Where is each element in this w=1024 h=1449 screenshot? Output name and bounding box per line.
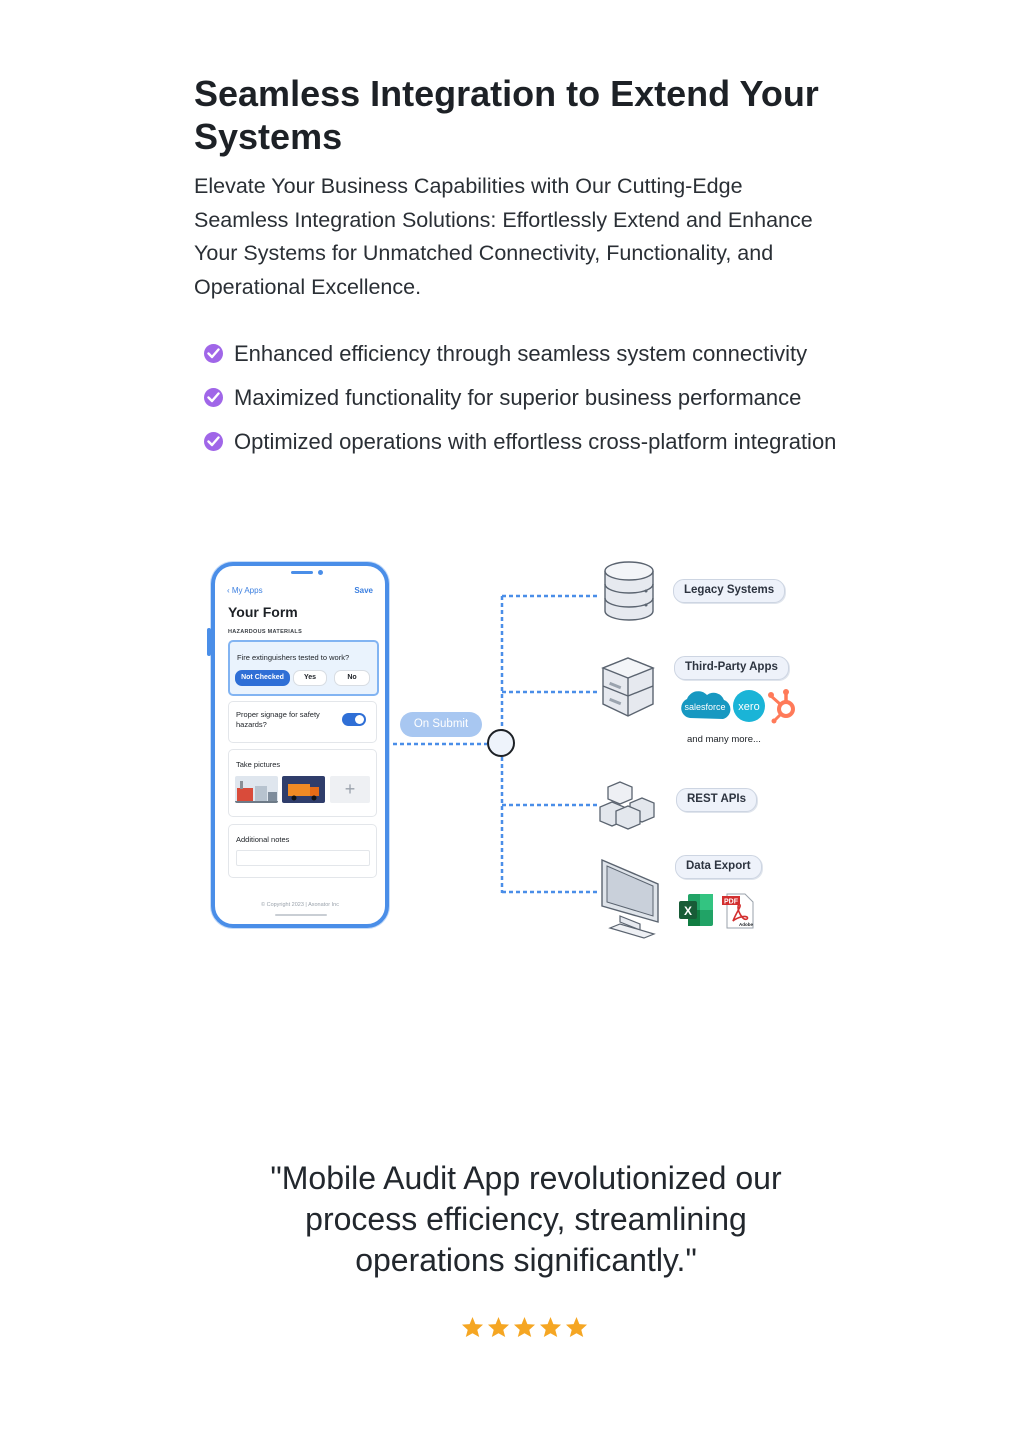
save-button[interactable]: Save bbox=[354, 586, 373, 595]
svg-text:salesforce: salesforce bbox=[684, 702, 726, 712]
svg-text:X: X bbox=[683, 904, 693, 918]
star-icon bbox=[539, 1316, 562, 1338]
star-icon bbox=[513, 1316, 536, 1338]
pictures-card bbox=[228, 749, 377, 817]
star-icon bbox=[487, 1316, 510, 1338]
option-no[interactable]: No bbox=[334, 670, 370, 686]
notes-input[interactable] bbox=[236, 850, 370, 866]
check-circle-icon bbox=[204, 388, 223, 407]
notes-card bbox=[228, 824, 377, 878]
target-rest-apis: REST APIs bbox=[676, 788, 757, 812]
more-integrations-text: and many more... bbox=[687, 734, 761, 745]
benefit-text: Enhanced efficiency through seamless system connectivity bbox=[234, 341, 808, 366]
pictures-label: Take pictures bbox=[236, 760, 281, 769]
xero-logo bbox=[732, 689, 766, 723]
question-text: Fire extinguishers tested to work? bbox=[237, 653, 350, 662]
benefit-item bbox=[204, 336, 864, 371]
database-icon bbox=[602, 561, 656, 623]
target-legacy-systems: Legacy Systems bbox=[673, 579, 785, 603]
star-icon bbox=[565, 1316, 588, 1338]
pdf-icon bbox=[721, 893, 755, 929]
check-circle-icon bbox=[204, 344, 223, 363]
home-indicator bbox=[275, 914, 327, 916]
server-icon bbox=[597, 656, 659, 720]
factory-photo-thumbnail[interactable] bbox=[235, 776, 278, 803]
section-title: Seamless Integration to Extend Your Systems bbox=[194, 73, 819, 157]
question-text: Proper signage for safety hazards? bbox=[236, 710, 320, 729]
section-description: Elevate Your Business Capabilities with Our Cutting-Edge Seamless Integration Solutions: Effortlessly Extend and Enhance Your Systems for Unmatched Connectivity, Functionality, and Operational Excellence. bbox=[194, 174, 813, 299]
benefit-item bbox=[204, 424, 864, 459]
target-third-party-apps: Third-Party Apps bbox=[674, 656, 789, 680]
star-rating bbox=[461, 1316, 591, 1343]
copyright-text: © Copyright 2023 | Axonator Inc bbox=[261, 902, 339, 908]
signage-toggle[interactable] bbox=[342, 713, 366, 726]
benefit-text: Optimized operations with effortless cross-platform integration bbox=[234, 429, 837, 454]
phone-speaker bbox=[291, 571, 313, 574]
monitor-icon bbox=[598, 858, 662, 940]
chevron-left-icon: ‹ bbox=[227, 586, 232, 595]
check-circle-icon bbox=[204, 432, 223, 451]
benefit-item bbox=[204, 380, 864, 415]
integration-hub-node bbox=[487, 729, 515, 757]
phone-camera bbox=[318, 570, 323, 575]
star-icon bbox=[461, 1316, 484, 1338]
hubspot-icon bbox=[767, 688, 801, 724]
benefits-list bbox=[204, 336, 864, 468]
option-yes[interactable]: Yes bbox=[293, 670, 327, 686]
add-picture-button[interactable]: + bbox=[330, 776, 370, 803]
form-title: Your Form bbox=[228, 604, 298, 620]
back-link[interactable]: ‹ My Apps bbox=[227, 586, 263, 595]
question-card-signage[interactable] bbox=[228, 701, 377, 743]
svg-text:xero: xero bbox=[738, 701, 760, 713]
benefit-text: Maximized functionality for superior business performance bbox=[234, 385, 802, 410]
question-card-fire-extinguishers[interactable] bbox=[228, 640, 379, 696]
option-not-checked[interactable]: Not Checked bbox=[235, 670, 290, 686]
on-submit-trigger: On Submit bbox=[400, 712, 482, 737]
svg-text:PDF: PDF bbox=[724, 898, 738, 906]
salesforce-logo bbox=[678, 688, 732, 724]
section-label: HAZARDOUS MATERIALS bbox=[228, 629, 303, 635]
phone-mockup bbox=[211, 562, 389, 928]
svg-text:Adobe: Adobe bbox=[739, 922, 753, 927]
api-cluster-icon bbox=[598, 780, 658, 830]
truck-photo-thumbnail[interactable] bbox=[282, 776, 325, 803]
excel-icon bbox=[678, 893, 714, 927]
notes-label: Additional notes bbox=[236, 835, 290, 844]
testimonial-quote: "Mobile Audit App revolutionized our process efficiency, streamlining operations significantly." bbox=[270, 1160, 782, 1278]
target-data-export: Data Export bbox=[675, 855, 762, 879]
